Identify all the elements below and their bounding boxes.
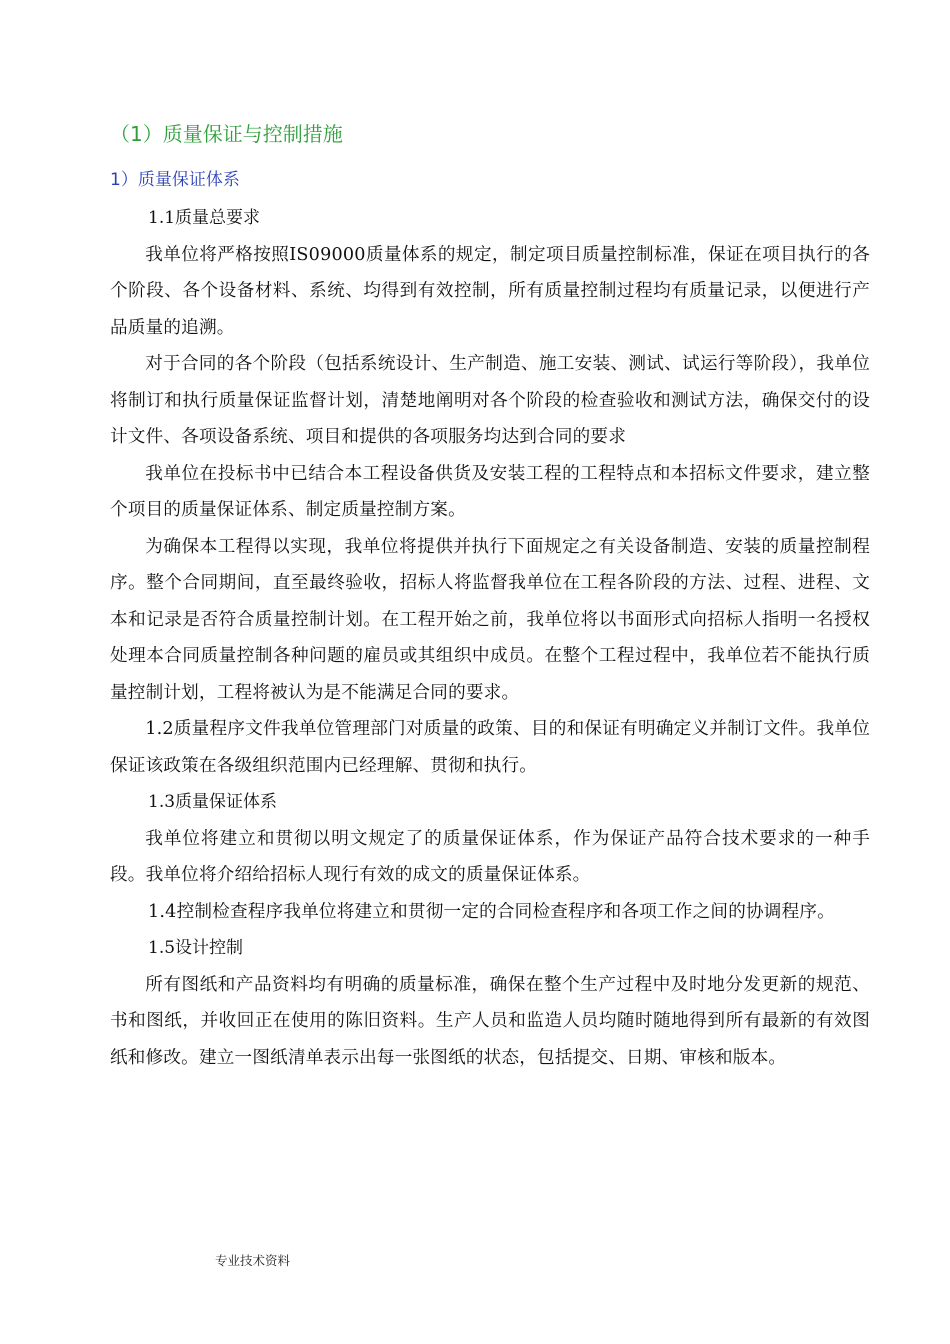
clause-1-1-paragraph-3: 我单位在投标书中已结合本工程设备供货及安装工程的工程特点和本招标文件要求，建立整个项目的质量保证体系、制定质量控制方案。 xyxy=(110,463,870,520)
clause-1-1-paragraph-4: 为确保本工程得以实现，我单位将提供并执行下面规定之有关设备制造、安装的质量控制程序。整个合同期间，直至最终验收，招标人将监督我单位在工程各阶段的方法、过程、进程、文本和记录是否符合质量控制计划。在工程开始之前，我单位将以书面形式向招标人指明一名授权处理本合同质量控制各种问题的雇员或其组织中成员。在整个工程过程中，我单位若不能执行质量控制计划，工程将被认为是不能满足合同的要求。 xyxy=(110,536,870,703)
clause-1-1-paragraph-1: 我单位将严格按照IS09000质量体系的规定，制定项目质量控制标准，保证在项目执行的各个阶段、各个设备材料、系统、均得到有效控制，所有质量控制过程均有质量记录，以便进行产品质量的追溯。 xyxy=(110,244,870,338)
clause-1-5-title: 1.5设计控制 xyxy=(148,938,244,958)
clause-1-1-title: 1.1质量总要求 xyxy=(148,208,261,228)
page-footer: 专业技术资料 xyxy=(215,1253,291,1268)
clause-1-2-paragraph: 1.2质量程序文件我单位管理部门对质量的政策、目的和保证有明确定义并制订文件。我单位保证该政策在各级组织范围内已经理解、贯彻和执行。 xyxy=(110,719,870,776)
clause-1-3-title: 1.3质量保证体系 xyxy=(148,792,278,812)
clause-1-4-paragraph: 1.4控制检查程序我单位将建立和贯彻一定的合同检查程序和各项工作之间的协调程序。 xyxy=(148,901,835,922)
clause-1-1-paragraph-2: 对于合同的各个阶段（包括系统设计、生产制造、施工安装、测试、试运行等阶段），我单位将制订和执行质量保证监督计划，清楚地阐明对各个阶段的检查验收和测试方法，确保交付的设计文件、各项设备系统、项目和提供的各项服务均达到合同的要求 xyxy=(110,354,870,447)
document-body xyxy=(110,200,870,1076)
clause-1-5-paragraph: 所有图纸和产品资料均有明确的质量标准，确保在整个生产过程中及时地分发更新的规范、书和图纸，并收回正在使用的陈旧资料。生产人员和监造人员均随时随地得到所有最新的有效图纸和修改。建立一图纸清单表示出每一张图纸的状态，包括提交、日期、审核和版本。 xyxy=(110,974,870,1068)
clause-1-3-paragraph: 我单位将建立和贯彻以明文规定了的质量保证体系，作为保证产品符合技术要求的一种手段。我单位将介绍给招标人现行有效的成文的质量保证体系。 xyxy=(110,828,870,885)
section-heading: （1）质量保证与控制措施 xyxy=(110,122,343,146)
subsection-heading: 1）质量保证体系 xyxy=(110,170,240,190)
